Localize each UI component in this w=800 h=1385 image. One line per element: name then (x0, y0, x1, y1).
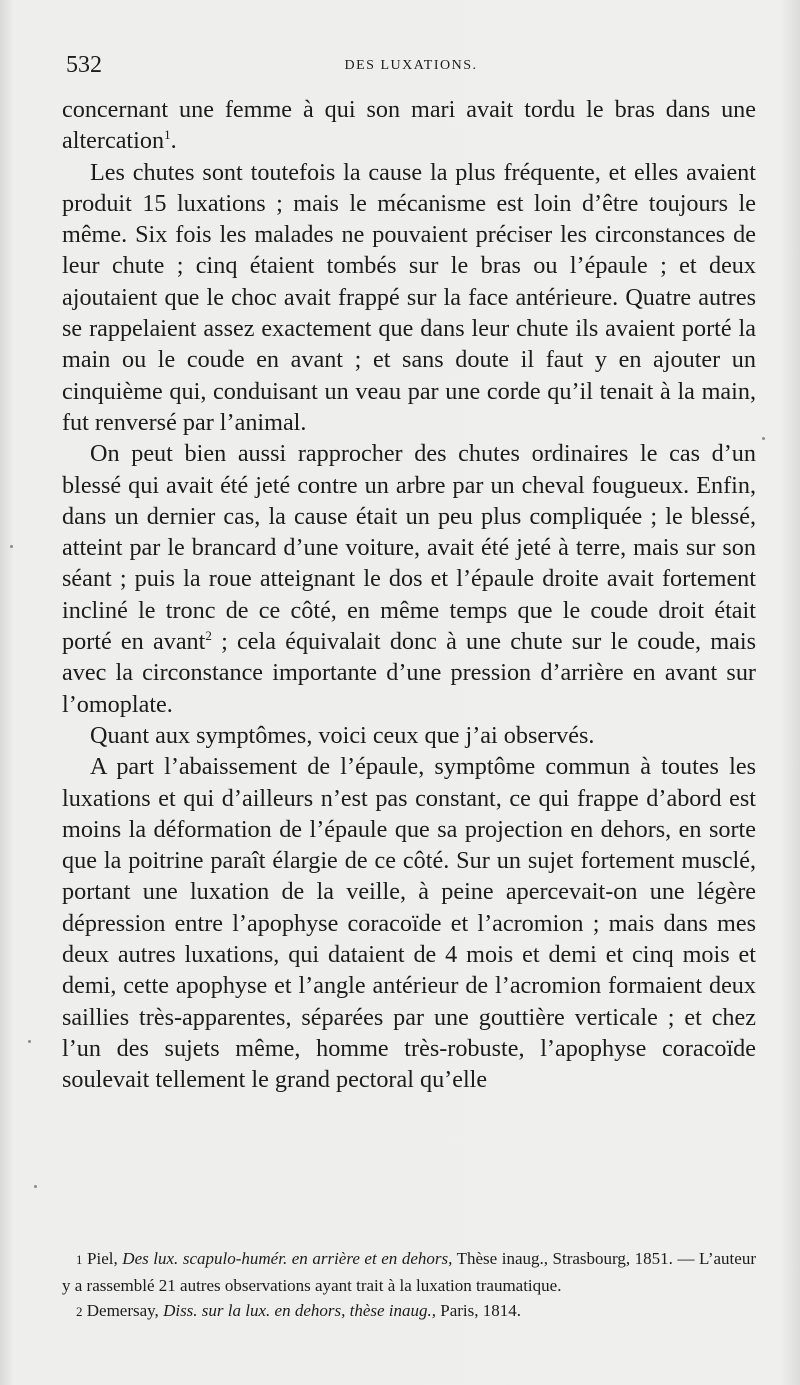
paragraph-falls: Les chutes sont toutefois la cause la plus fréquente, et elles avaient produit 15 luxations ; mais le mécanisme est loin d’être toujours le même. Six fois les malades ne pouvaient préciser les circonstances de leur chute ; cinq étaient tombés sur le bras ou l’épaule ; et deux ajoutaient que le choc avait frappé sur la face antérieure. Quatre autres se rappelaient assez exactement que dans leur chute ils avaient porté la main ou le coude en avant ; et sans doute il faut y en ajouter un cinquième qui, conduisant un veau par une corde qu’il tenait à la main, fut renversé par l’animal. (62, 158, 756, 436)
running-title: DES LUXATIONS. (344, 58, 478, 73)
paper-speck (28, 1040, 31, 1043)
paragraph-symptoms: A part l’abaissement de l’épaule, symptôme commun à toutes les luxations et qui d’ailleurs n’est pas constant, ce qui frappe d’abord est moins la déformation de l’épaule que sa projection en dehors, en sorte que la poitrine paraît élargie de ce côté. Sur un sujet fortement musclé, portant une luxation de la veille, à peine apercevait-on une légère dépression entre l’apophyse coracoïde et l’acromion ; mais dans mes deux autres luxations, qui dataient de 4 mois et demi et cinq mois et demi, cette apophyse et l’angle antérieur de l’acromion formaient deux saillies très-apparentes, séparées par une gouttière verticale ; et chez l’un des sujets même, homme très-robuste, l’apophyse coracoïde soulevait tellement le grand pectoral qu’elle (62, 753, 756, 1094)
paragraph-text: On peut bien aussi rapprocher des chutes ordinaires le cas d’un blessé qui avait été jeté contre un arbre par un cheval fougueux. Enfin, dans un dernier cas, la cause était un peu plus compliquée ; le blessé, atteint par le brancard d’une voiture, avait été jeté à terre, mais sur son séant ; puis la roue atteignant le dos et l’épaule droite avait fortement incliné le tronc de ce côté, en même temps que le coude droit était porté en avant (62, 440, 756, 656)
page-header (66, 52, 756, 84)
footnote-author: Piel, (82, 1249, 123, 1268)
footnote-text: Thèse inaug., Strasbourg, 1851. — L’auteur y a rassemblé 21 autres observations ayant trait à la luxation traumatique. (62, 1249, 756, 1295)
paper-speck (34, 1185, 37, 1188)
footnote-mark: 1 (76, 1252, 83, 1267)
footnote-2 (62, 1298, 756, 1325)
footnote-1 (62, 1246, 756, 1298)
body-text (62, 94, 756, 1096)
page-number: 532 (66, 52, 102, 78)
footnote-ref: 2 (205, 628, 212, 644)
footnote-mark: 2 (76, 1304, 83, 1319)
paper-speck (10, 545, 13, 548)
paper-speck (762, 437, 765, 440)
footnotes (62, 1246, 756, 1325)
footnote-text: Paris, 1814. (436, 1301, 521, 1320)
footnote-title: Diss. sur la lux. en dehors, thèse inaug., (163, 1301, 436, 1320)
paragraph-symptoms-intro: Quant aux symptômes, voici ceux que j’ai observés. (90, 721, 595, 749)
paragraph-continuation (62, 94, 756, 157)
footnote-title: Des lux. scapulo-humér. en arrière et en dehors, (122, 1249, 453, 1268)
paragraph-text: . (170, 127, 177, 155)
paragraph-other-causes (62, 438, 756, 720)
paragraph-text: concernant une femme à qui son mari avait tordu le bras dans une altercation (62, 96, 756, 155)
footnote-ref: 1 (164, 127, 171, 143)
paragraph-text: ; cela équivalait donc à une chute sur le coude, mais avec la circonstance importante d’une pression d’arrière en avant sur l’omoplate. (62, 628, 756, 718)
footnote-author: Demersay, (82, 1301, 164, 1320)
